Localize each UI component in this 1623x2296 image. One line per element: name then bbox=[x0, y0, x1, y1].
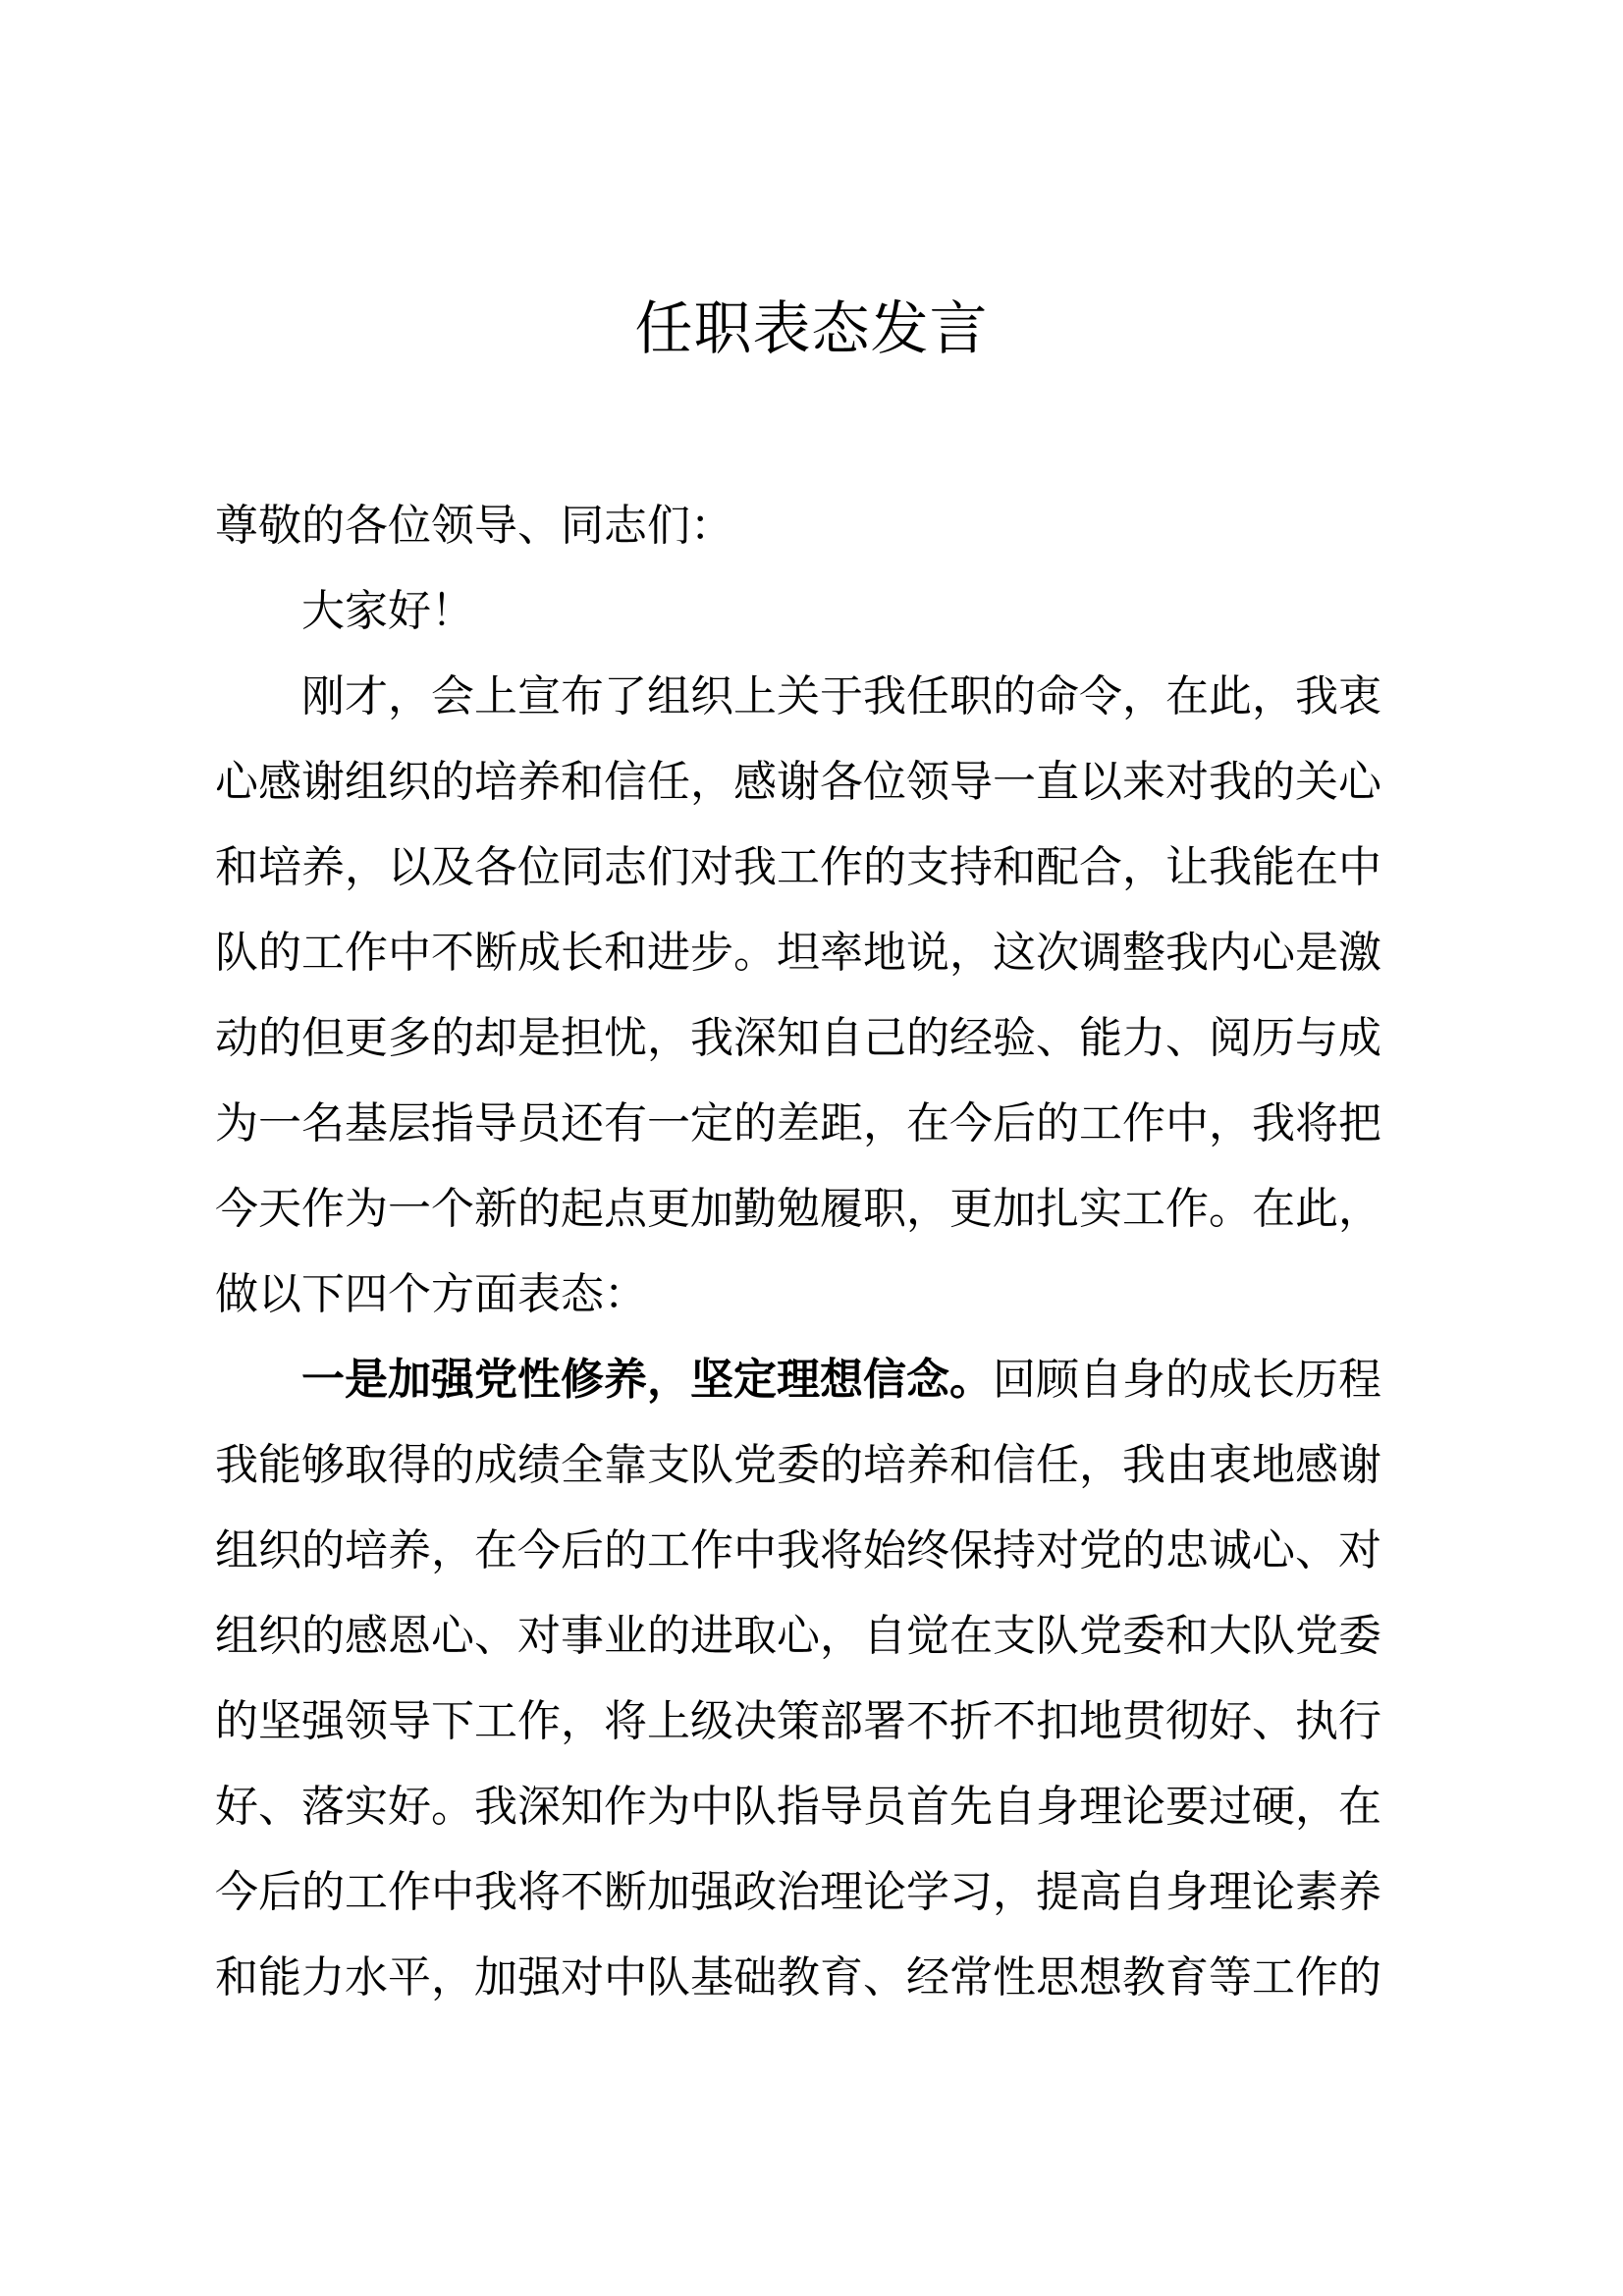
paragraph-intro-line-6: 今天作为一个新的起点更加勤勉履职，更加扎实工作。在此， bbox=[215, 1184, 1381, 1234]
salutation-line: 尊敬的各位领导、同志们： bbox=[215, 501, 733, 551]
paragraph-point-one-line-6: 和能力水平，加强对中队基础教育、经常性思想教育等工作的 bbox=[215, 1952, 1381, 2002]
paragraph-point-one-line-3: 的坚强领导下工作，将上级决策部署不折不扣地贯彻好、执行 bbox=[215, 1696, 1381, 1746]
point-one-heading: 一是加强党性修养，坚定理想信念。 bbox=[301, 1355, 993, 1405]
paragraph-intro-line-4: 动的但更多的却是担忧，我深知自己的经验、能力、阅历与成 bbox=[215, 1013, 1381, 1063]
paragraph-intro-line-7: 做以下四个方面表态： bbox=[215, 1269, 647, 1319]
page-title: 任职表态发言 bbox=[634, 294, 989, 362]
point-one-first-line-rest: 回顾自身的成长历程 bbox=[993, 1355, 1381, 1405]
paragraph-point-one-line-2: 组织的感恩心、对事业的进取心，自觉在支队党委和大队党委 bbox=[215, 1611, 1381, 1661]
paragraph-intro-line-0: 刚才，会上宣布了组织上关于我任职的命令，在此，我衷 bbox=[215, 671, 1381, 721]
document-body bbox=[215, 483, 1425, 2020]
paragraph-point-one-line-0: 我能够取得的成绩全靠支队党委的培养和信任，我由衷地感谢 bbox=[215, 1440, 1381, 1490]
paragraph-intro-line-3: 队的工作中不断成长和进步。坦率地说，这次调整我内心是激 bbox=[215, 928, 1381, 978]
paragraph-point-one-line-1: 组织的培养，在今后的工作中我将始终保持对党的忠诚心、对 bbox=[215, 1525, 1381, 1575]
paragraph-intro-line-2: 和培养，以及各位同志们对我工作的支持和配合，让我能在中 bbox=[215, 842, 1381, 892]
paragraph-intro-line-1: 心感谢组织的培养和信任，感谢各位领导一直以来对我的关心 bbox=[215, 757, 1381, 807]
paragraph-intro-line-5: 为一名基层指导员还有一定的差距，在今后的工作中，我将把 bbox=[215, 1098, 1381, 1148]
point-one-indent bbox=[215, 1355, 301, 1405]
paragraph-point-one-line-5: 今后的工作中我将不断加强政治理论学习，提高自身理论素养 bbox=[215, 1867, 1381, 1917]
paragraph-point-one-line-4: 好、落实好。我深知作为中队指导员首先自身理论要过硬，在 bbox=[215, 1782, 1381, 1832]
paragraph-point-one-first-line bbox=[215, 1337, 1425, 1422]
greeting-line: 大家好！ bbox=[215, 586, 474, 636]
